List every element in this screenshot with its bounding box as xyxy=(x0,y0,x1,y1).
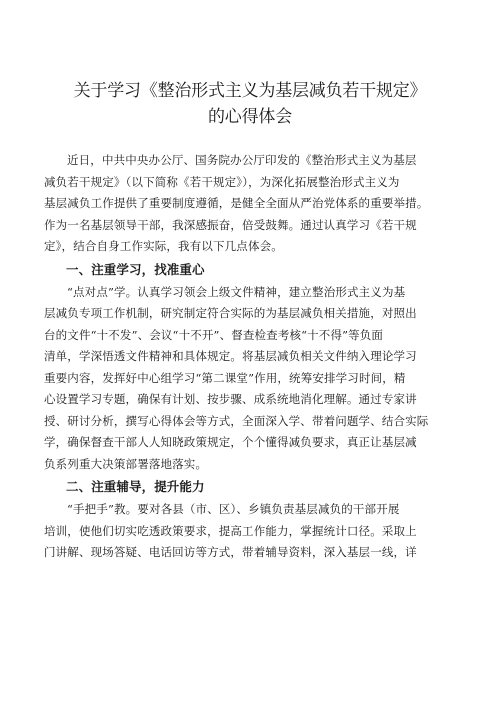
text-line: 定》，结合自身工作实际，我有以下几点体会。 xyxy=(44,239,283,253)
section-1-heading: 一、注重学习，找准重心 xyxy=(66,261,205,277)
text-line: 心设置学习专题，确保有计划、按步骤、成系统地消化理解。通过专家讲 xyxy=(44,392,417,406)
text-line: 基层减负工作提供了重要制度遵循，是健全全面从严治党体系的重要举措。 xyxy=(44,196,429,210)
text-line: 近日，中共中央办公厅、国务院办公厅印发的《整治形式主义为基层 xyxy=(67,153,417,167)
document-title xyxy=(44,78,456,130)
text-line: 清单，学深悟透文件精神和具体规定。将基层减负相关文件纳入理论学习 xyxy=(44,349,417,363)
text-line: 作为一名基层领导干部，我深感振奋，倍受鼓舞。通过认真学习《若干规 xyxy=(44,217,417,232)
text-line: 重要内容，发挥好中心组学习“第二课堂”作用，统筹安排学习时间，精 xyxy=(44,370,406,385)
section-2-paragraph xyxy=(44,499,456,564)
text-line: “点对点”学。认真学习领会上级文件精神，建立整治形式主义为基 xyxy=(67,284,406,299)
text-line: “手把手”教。要对各县（市、区）、乡镇负责基层减负的干部开展 xyxy=(67,502,400,516)
text-line: 培训，使他们切实吃透政策要求，提高工作能力，掌握统计口径。采取上 xyxy=(44,523,417,538)
text-line: 负系列重大决策部署落地落实。 xyxy=(44,456,208,471)
text-line: 门讲解、现场答疑、电话回访等方式，带着辅导资料，深入基层一线，详 xyxy=(44,545,417,559)
text-line: 学，确保督查干部人人知晓政策规定，个个懂得减负要求，真正让基层减 xyxy=(44,435,417,449)
intro-paragraph xyxy=(44,150,456,258)
title-line-2: 的心得体会 xyxy=(208,107,292,127)
text-line: 减负若干规定》（以下简称《若干规定》），为深化拓展整治形式主义为 xyxy=(44,174,400,189)
text-line: 台的文件“十不发”、会议“十不开”、督查检查考核“十不得”等负面 xyxy=(44,327,384,342)
text-line: 授、研讨分析，撰写心得体会等方式，全面深入学、带着问题学、结合实际 xyxy=(44,413,429,428)
section-1-paragraph xyxy=(44,282,456,476)
title-line-1: 关于学习《整治形式主义为基层减负若干规定》 xyxy=(73,81,427,101)
section-2-heading: 二、注重辅导，提升能力 xyxy=(66,479,205,494)
text-line: 层减负专项工作机制，研究制定符合实际的为基层减负相关措施，对照出 xyxy=(44,306,417,320)
